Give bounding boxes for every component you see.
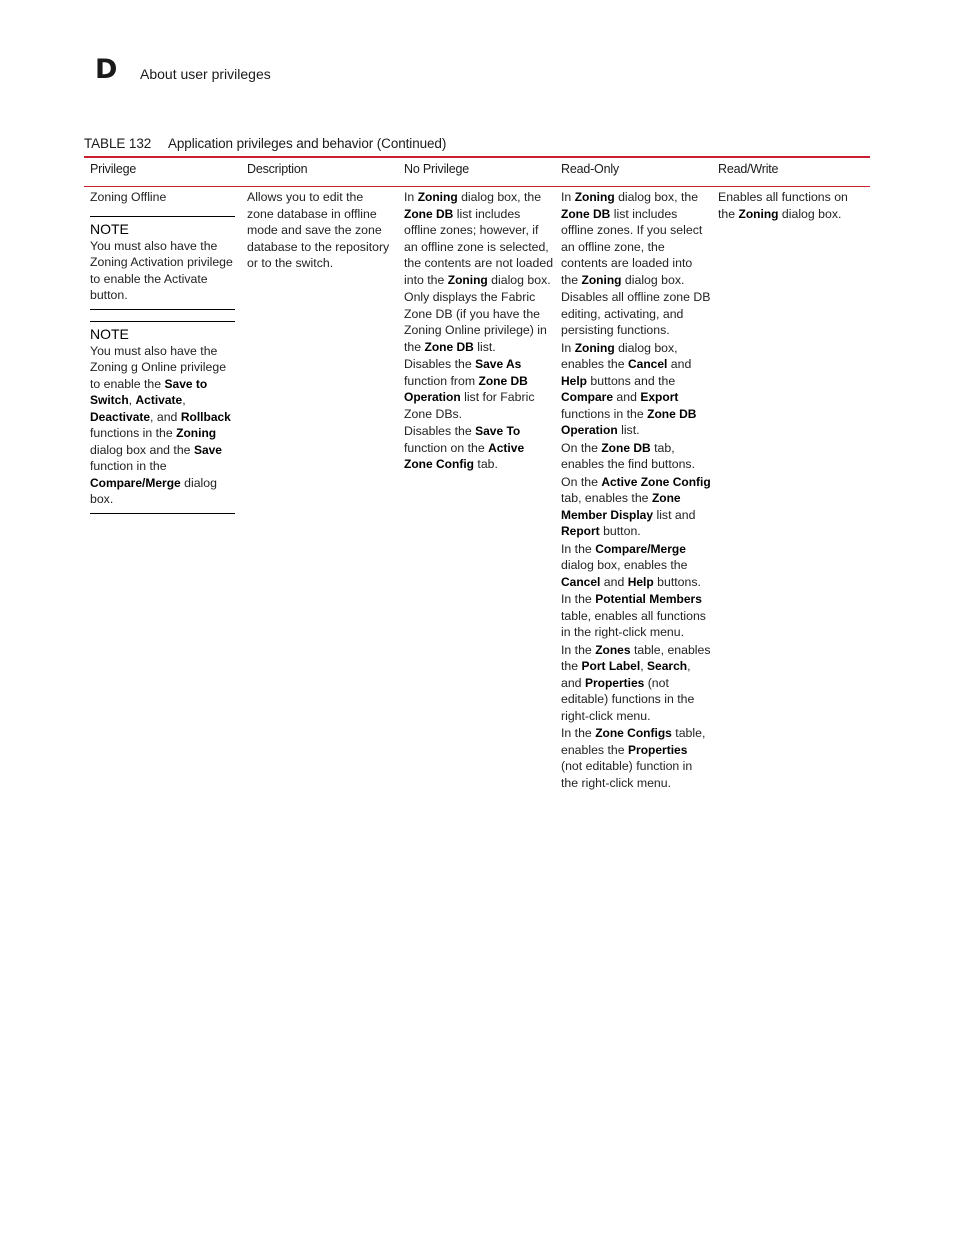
note-rule [90,216,235,217]
text-run: list includes offline zones; however, if an offline zone is selected, the contents are not loaded into the [404,206,554,287]
text-run: and [667,357,692,371]
text-run: In the [561,726,596,740]
column-header-description: Description [247,162,308,176]
paragraph [404,423,554,473]
ui-term: Zoning [447,272,488,287]
paragraph [561,189,711,288]
ui-term: Compare/Merge [90,475,181,490]
note-body [90,343,238,508]
text-run: tab, enables the [561,491,652,505]
text-run: tab. [473,457,498,471]
ui-term: Deactivate [90,409,151,424]
table-title: Application privileges and behavior (Continued) [168,136,447,151]
table-number: TABLE 132 [84,136,152,151]
text-run: (not editable) functions in the right-click menu. [561,675,695,723]
text-run: On the [561,474,602,489]
paragraph [561,725,711,791]
ui-term: Zone DB [424,339,474,354]
paragraph [404,189,554,288]
note-rule [90,513,235,514]
ui-term: Cancel [561,574,601,589]
paragraph [718,189,866,222]
ui-term: Compare/Merge [595,541,686,556]
text-run: dialog box. [487,272,551,287]
text-run: In [561,190,575,204]
cell-read-write [718,189,866,223]
note-title: NOTE [90,325,129,342]
text-run: tab, enables the find buttons. [561,440,695,471]
paragraph [561,591,711,641]
column-header-no-privilege: No Privilege [404,162,469,176]
ui-term: Zone DB Operation [561,406,697,437]
text-run: dialog box, the [614,190,699,204]
paragraph [561,642,711,725]
column-header-privilege: Privilege [90,162,137,176]
ui-term: Potential Members [595,592,702,606]
text-run: (not editable) function in the right-click menu. [561,759,693,790]
ui-term: Export [640,390,679,404]
text-run: function from [404,373,479,388]
ui-term: Port Label [581,659,641,673]
ui-term: Zone DB Operation [404,373,528,404]
text-run: In [561,340,575,355]
cell-no-privilege [404,189,554,474]
table-header-rule [84,186,870,187]
ui-term: Zone Configs [595,726,672,740]
text-run: function in the [90,459,167,473]
table-top-rule [84,156,870,158]
text-run: On the [561,440,602,455]
ui-term: Save to Switch [90,376,208,407]
text-run: You must also have the Zoning g Online privilege to enable the [90,343,227,391]
table-caption [84,134,446,154]
ui-term: Save [193,442,222,457]
paragraph [561,440,711,473]
paragraph [561,289,711,339]
ui-term: Zone Member Display [561,491,681,522]
text-run: dialog box, the [457,190,542,204]
text-run: In the [561,541,596,556]
paragraph [404,289,554,355]
text-run: table, enables all functions in the right-click menu. [561,608,706,639]
column-header-read-write: Read/Write [718,162,779,176]
text-run: list. [473,339,496,354]
chapter-letter: D [95,54,118,85]
text-run: , and [561,659,691,690]
paragraph [247,189,392,272]
text-run: Only displays the Fabric Zone DB (if you have the Zoning Online privilege) in the [404,290,547,354]
ui-term: Activate [135,393,183,407]
ui-term: Help [561,373,588,388]
text-run: In the [561,642,596,657]
cell-privilege [90,189,238,514]
text-run: dialog box. [778,206,842,221]
text-run: table, enables the [561,642,711,673]
text-run: function on the [404,440,489,455]
text-run: dialog box. [621,272,685,287]
text-run: dialog box, enables the [561,340,678,371]
text-run: list and [653,507,696,522]
ui-term: Zone DB [404,206,454,221]
text-run: Enables all functions on the [718,190,848,221]
text-run: Disables all offline zone DB editing, activating, and persisting functions. [561,290,711,337]
ui-term: Help [627,574,654,589]
note-title: NOTE [90,220,129,237]
cell-description [247,189,392,273]
ui-term: Properties [584,675,645,690]
privilege-name: Zoning Offline [90,190,167,204]
note-body [90,238,238,304]
note-rule [90,309,235,310]
paragraph [561,340,711,439]
privilege-notes [90,216,238,514]
ui-term: Zoning [417,190,458,204]
ui-term: Report [561,524,600,538]
paragraph [404,356,554,422]
text-run: Disables the [404,424,476,438]
text-run: list includes offline zones. If you select an offline zone, the contents are loaded into the [561,206,703,287]
text-run: , [640,659,648,673]
text-run: , and [150,409,181,424]
text-run: Disables the [404,357,476,371]
ui-term: Zoning [176,426,217,440]
ui-term: Zone DB [601,440,651,455]
ui-term: Search [647,659,688,673]
text-run: You must also have the Zoning Activation privilege to enable the Activate button. [90,238,233,302]
paragraph [561,474,711,540]
paragraph [561,541,711,591]
text-run: buttons. [653,574,701,589]
text-run: , [128,393,136,407]
text-run: dialog box, enables the [561,558,688,572]
ui-term: Save To [475,424,521,438]
text-run: and [613,390,641,404]
text-run: Allows you to edit the zone database in offline mode and save the zone database to the repository or to the switch. [247,190,390,270]
ui-term: Zoning [574,340,615,355]
text-run: and [600,574,628,589]
text-run: functions in the [561,406,648,421]
text-run: list. [617,423,640,437]
cell-read-only [561,189,711,792]
ui-term: Compare [561,390,614,404]
text-run: table, enables the [561,726,706,757]
ui-term: Zoning [738,206,779,221]
text-run: button. [599,524,641,538]
note-rule [90,321,235,322]
text-run: buttons and the [587,373,676,388]
ui-term: Rollback [180,409,231,424]
text-run: dialog box and the [90,442,194,457]
text-run: In [404,190,418,204]
column-header-read-only: Read-Only [561,162,619,176]
text-run: functions in the [90,426,177,440]
text-run: list for Fabric Zone DBs. [404,390,535,421]
ui-term: Active Zone Config [404,440,525,471]
text-run: dialog box. [90,475,217,506]
ui-term: Zone DB [561,206,611,221]
ui-term: Cancel [628,357,668,371]
ui-term: Save As [475,357,522,371]
ui-term: Active Zone Config [601,474,711,489]
text-run: , [182,393,186,407]
ui-term: Zones [595,642,631,657]
ui-term: Zoning [581,272,622,287]
ui-term: Zoning [574,190,615,204]
section-title: About user privileges [140,66,271,82]
ui-term: Properties [628,742,688,757]
text-run: In the [561,592,596,606]
